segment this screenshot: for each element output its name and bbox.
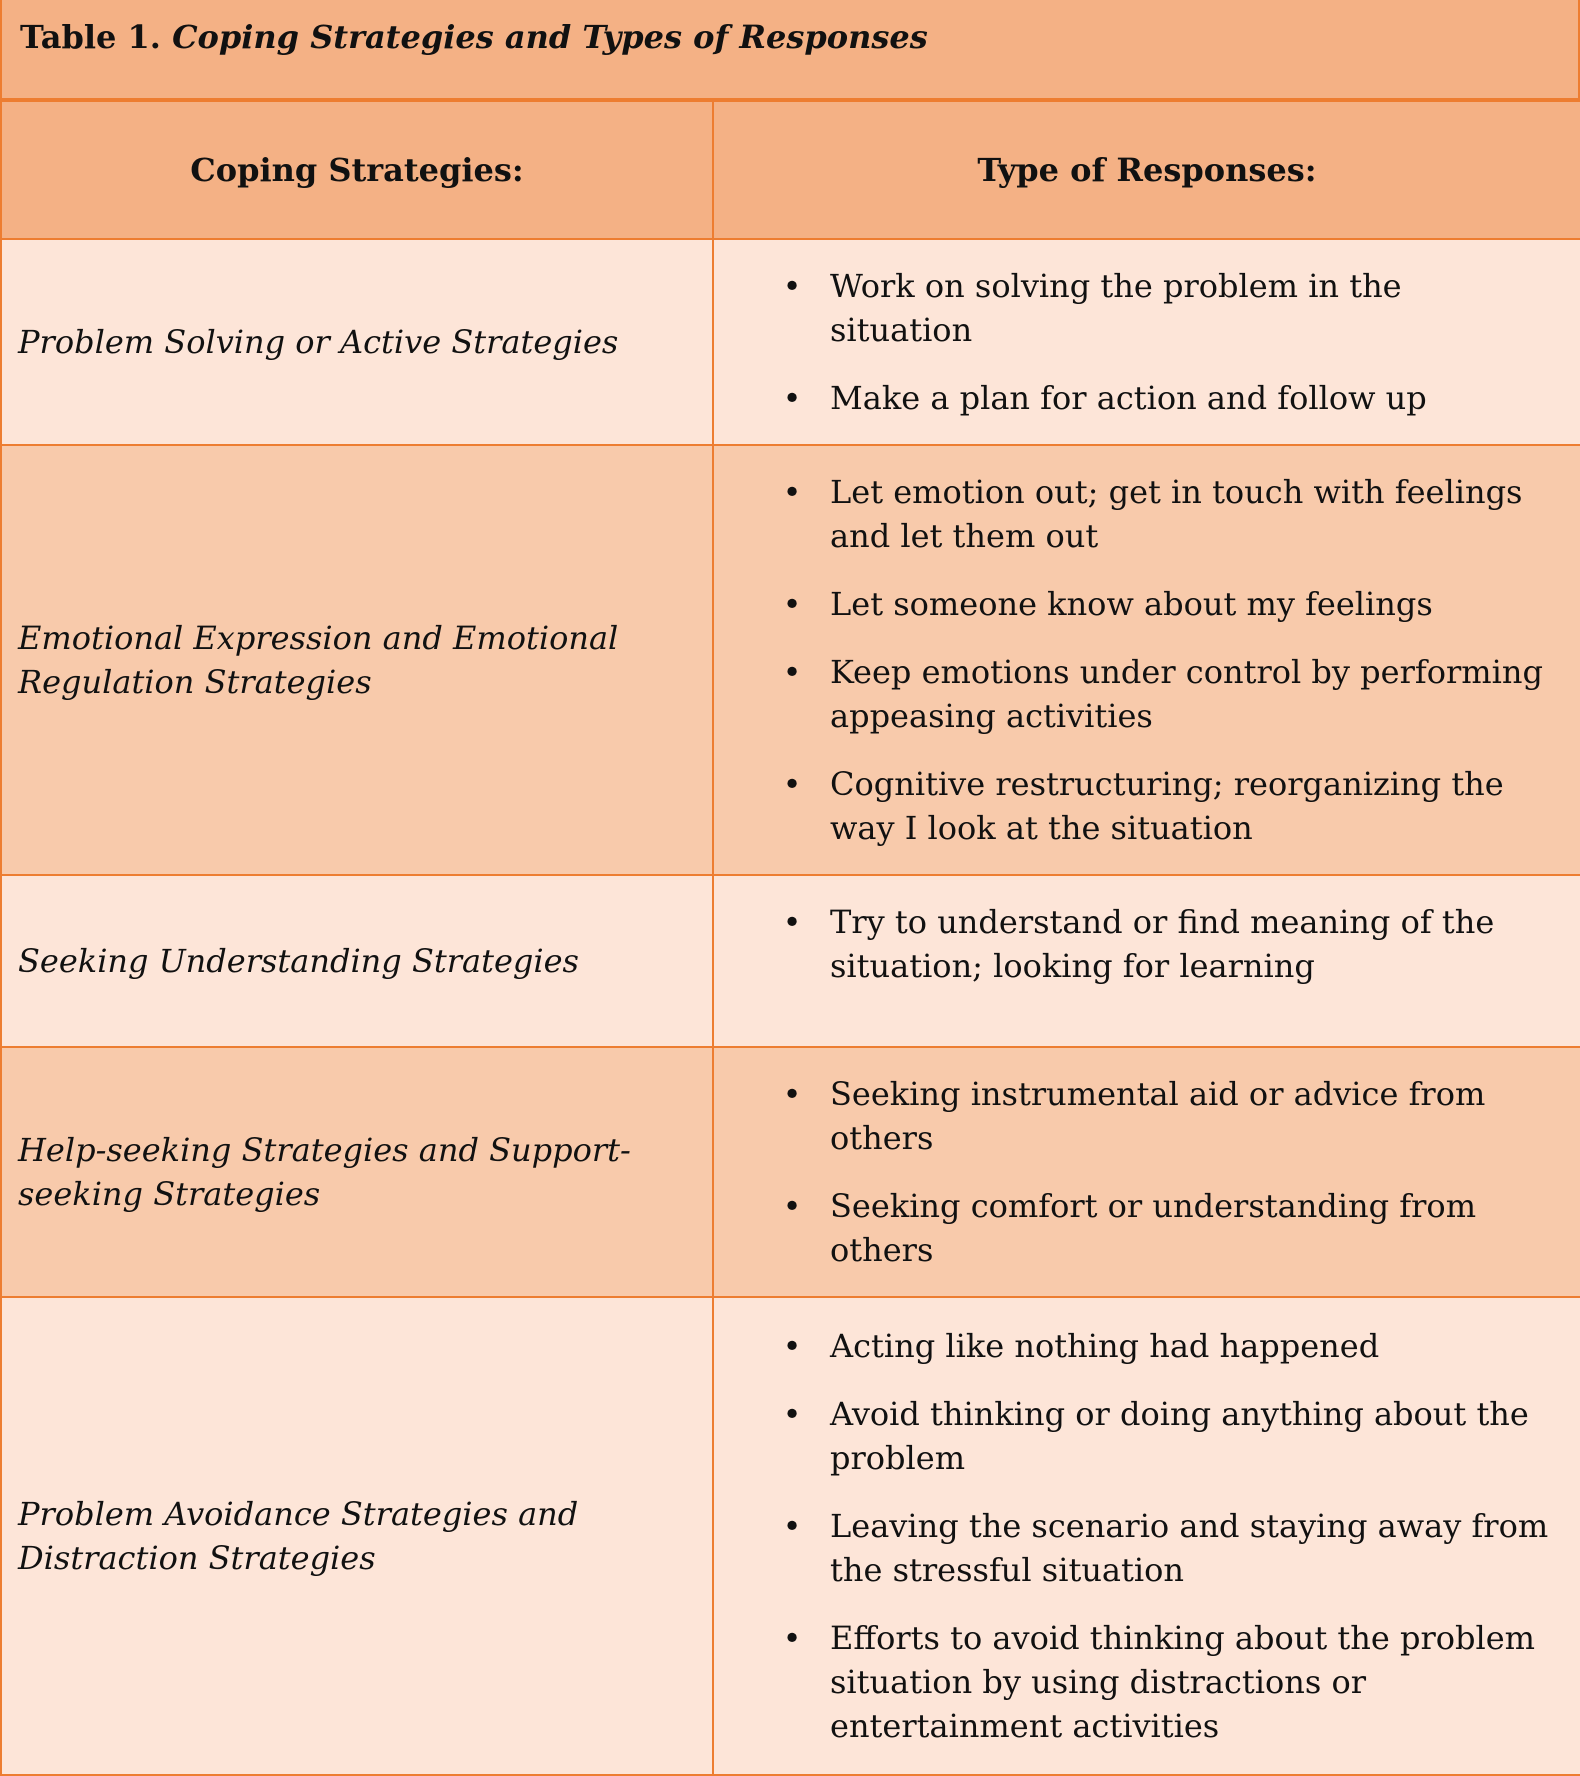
response-text: Let emotion out; get in touch with feelings and let them out	[830, 473, 1523, 555]
bullet-icon: •	[782, 903, 802, 941]
responses-cell	[713, 875, 1580, 1047]
list-item	[714, 582, 1552, 626]
response-text: Make a plan for action and follow up	[830, 379, 1427, 417]
bullet-icon: •	[782, 765, 802, 803]
table-row	[1, 1047, 1580, 1297]
bullet-icon: •	[782, 585, 802, 623]
responses-cell	[713, 445, 1580, 875]
responses-list	[714, 900, 1552, 988]
bullet-icon: •	[782, 1187, 802, 1225]
bullet-icon: •	[782, 1395, 802, 1433]
response-text: Cognitive restructuring; reorganizing the way I look at the situation	[830, 765, 1504, 847]
bullet-icon: •	[782, 1507, 802, 1545]
table-row	[1, 445, 1580, 875]
strategy-cell: Emotional Expression and Emotional Regulation Strategies	[1, 445, 713, 875]
response-text: Seeking comfort or understanding from others	[830, 1187, 1477, 1269]
table-row	[1, 875, 1580, 1047]
responses-list	[714, 264, 1552, 420]
strategy-cell: Problem Solving or Active Strategies	[1, 239, 713, 445]
list-item	[714, 1324, 1552, 1368]
list-item	[714, 470, 1552, 558]
bullet-icon: •	[782, 379, 802, 417]
response-text: Let someone know about my feelings	[830, 585, 1433, 623]
table-caption	[0, 0, 1580, 100]
response-text: Keep emotions under control by performing appeasing activities	[830, 653, 1543, 735]
list-item	[714, 1072, 1552, 1160]
responses-list	[714, 1324, 1552, 1748]
table-row	[1, 1297, 1580, 1775]
list-item	[714, 1504, 1552, 1592]
bullet-icon: •	[782, 1075, 802, 1113]
response-text: Try to understand or find meaning of the situation; looking for learning	[830, 903, 1495, 985]
bullet-icon: •	[782, 267, 802, 305]
strategy-cell: Help-seeking Strategies and Support-seeking Strategies	[1, 1047, 713, 1297]
strategies-table	[0, 100, 1580, 1776]
caption-title: Coping Strategies and Types of Responses	[172, 18, 928, 56]
response-text: Leaving the scenario and staying away from the stressful situation	[830, 1507, 1549, 1589]
responses-cell	[713, 239, 1580, 445]
bullet-icon: •	[782, 653, 802, 691]
list-item	[714, 650, 1552, 738]
caption-label: Table 1.	[20, 18, 161, 56]
bullet-icon: •	[782, 1327, 802, 1365]
response-text: Seeking instrumental aid or advice from others	[830, 1075, 1486, 1157]
response-text: Work on solving the problem in the situation	[830, 267, 1402, 349]
strategy-cell: Problem Avoidance Strategies and Distraction Strategies	[1, 1297, 713, 1775]
list-item	[714, 900, 1552, 988]
list-item	[714, 762, 1552, 850]
responses-list	[714, 470, 1552, 850]
response-text: Efforts to avoid thinking about the problem situation by using distractions or entertainment activities	[830, 1619, 1536, 1745]
header-type-of-responses: Type of Responses:	[713, 101, 1580, 239]
list-item	[714, 264, 1552, 352]
list-item	[714, 1392, 1552, 1480]
responses-cell	[713, 1297, 1580, 1775]
list-item	[714, 1184, 1552, 1272]
bullet-icon: •	[782, 1619, 802, 1657]
table-row	[1, 239, 1580, 445]
table-body	[1, 239, 1580, 1775]
header-coping-strategies: Coping Strategies:	[1, 101, 713, 239]
responses-list	[714, 1072, 1552, 1272]
list-item	[714, 376, 1552, 420]
strategy-cell: Seeking Understanding Strategies	[1, 875, 713, 1047]
header-row	[1, 101, 1580, 239]
response-text: Avoid thinking or doing anything about the problem	[830, 1395, 1529, 1477]
list-item	[714, 1616, 1552, 1748]
response-text: Acting like nothing had happened	[830, 1327, 1380, 1365]
responses-cell	[713, 1047, 1580, 1297]
bullet-icon: •	[782, 473, 802, 511]
